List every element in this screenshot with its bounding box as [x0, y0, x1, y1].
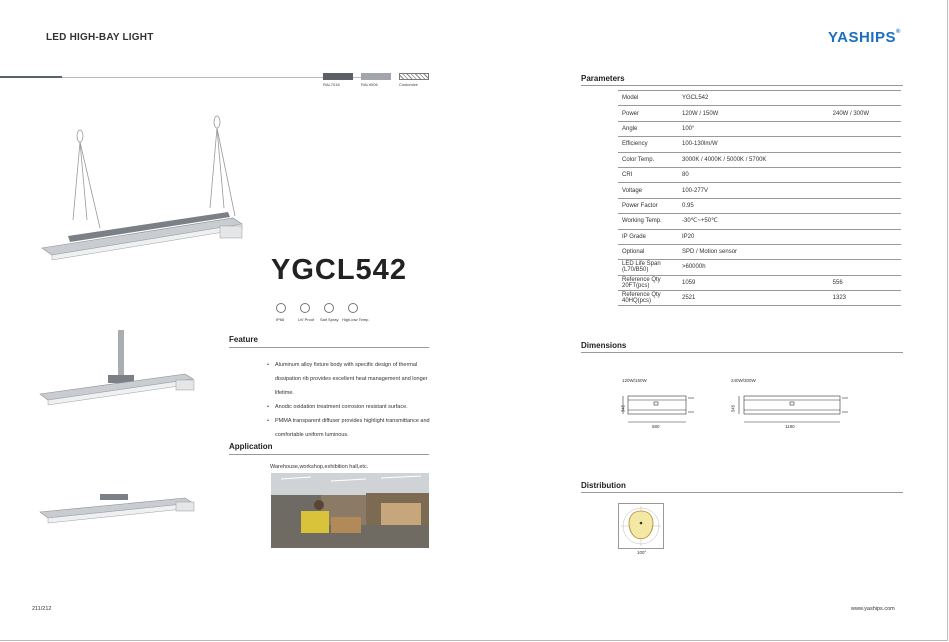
param-value-2 — [829, 244, 901, 259]
param-key: Angle — [618, 121, 678, 136]
table-row — [618, 91, 901, 106]
param-value: 0.95 — [678, 198, 829, 213]
feature-item: • PMMA transparent diffuser provides highlight transmittance and comfortable uniform luminous. — [267, 414, 435, 442]
param-value: 120W / 150W — [678, 106, 829, 121]
table-row — [618, 244, 901, 259]
param-value: YGCL542 — [678, 91, 829, 106]
param-key: Optional — [618, 244, 678, 259]
parameters-table — [618, 90, 901, 306]
table-row — [618, 214, 901, 229]
table-row — [618, 183, 901, 198]
param-key: Working Temp. — [618, 214, 678, 229]
product-image-surface-mount — [30, 490, 220, 530]
application-heading: Application — [229, 442, 273, 451]
table-row — [618, 152, 901, 167]
website-link[interactable]: www.yaships.com — [851, 606, 895, 612]
param-value-2: 240W / 300W — [829, 106, 901, 121]
param-key: Voltage — [618, 183, 678, 198]
param-value: SPD / Motion sensor — [678, 244, 829, 259]
application-photo — [271, 473, 429, 548]
param-key: Efficiency — [618, 137, 678, 152]
temperature-icon — [348, 303, 358, 313]
header-rule-accent — [0, 76, 62, 78]
param-value: 2521 — [678, 291, 829, 306]
application-text: Warehouse,workshop,exhibition hall,etc. — [270, 464, 369, 470]
param-value-2 — [829, 121, 901, 136]
param-key: IP Grade — [618, 229, 678, 244]
feature-item: • Aluminum alloy fixture body with specific design of thermal dissipation rib provides excellent heat management and longer lifetime. — [267, 358, 435, 400]
param-value: 100-130lm/W — [678, 137, 829, 152]
dimension-length: 580 — [652, 424, 660, 429]
dimension-length: 1180 — [785, 424, 795, 429]
feature-list — [267, 358, 435, 442]
swatch-label: RAL9006 — [361, 82, 378, 87]
param-value: 80 — [678, 167, 829, 182]
param-key: CRI — [618, 167, 678, 182]
param-key: Power — [618, 106, 678, 121]
param-value-2 — [829, 214, 901, 229]
table-row — [618, 291, 901, 306]
param-key: Reference Qty 40HQ(pcs) — [618, 291, 678, 306]
param-value-2: 1323 — [829, 291, 901, 306]
feature-rule — [229, 347, 429, 348]
feature-item: • Anodic oxidation treatment corrosion resistant surface. — [267, 400, 435, 414]
feature-heading: Feature — [229, 335, 258, 344]
ip66-icon — [276, 303, 286, 313]
cert-label: Salt Spray — [320, 317, 339, 322]
param-value-2 — [829, 198, 901, 213]
swatch-label: RAL7016 — [323, 82, 340, 87]
param-value: 100-277V — [678, 183, 829, 198]
param-value: IP20 — [678, 229, 829, 244]
swatch-label: Customize — [399, 82, 418, 87]
param-value: 1059 — [678, 275, 829, 290]
table-row — [618, 260, 901, 275]
param-value: >60000h — [678, 260, 829, 275]
param-value-2 — [829, 167, 901, 182]
cert-label: UV Proof — [298, 317, 315, 322]
page-title: LED HIGH-BAY LIGHT — [46, 32, 154, 43]
param-value-2 — [829, 229, 901, 244]
swatch-ral7016 — [323, 73, 353, 80]
param-key: LED Life Span (L70/B50) — [618, 260, 678, 275]
table-row — [618, 137, 901, 152]
param-key: Color Temp. — [618, 152, 678, 167]
light-distribution-diagram — [618, 503, 664, 549]
param-value: 3000K / 4000K / 5000K / 5700K — [678, 152, 829, 167]
param-key: Power Factor — [618, 198, 678, 213]
salt-spray-icon — [324, 303, 334, 313]
dimension-height: 345 — [730, 404, 736, 413]
param-value-2 — [829, 152, 901, 167]
table-row — [618, 121, 901, 136]
param-value-2 — [829, 137, 901, 152]
dimension-height: 345 — [620, 404, 626, 413]
param-key: Reference Qty 20FT(pcs) — [618, 275, 678, 290]
product-image-pendant-mount — [30, 330, 230, 410]
table-row — [618, 229, 901, 244]
uv-proof-icon — [300, 303, 310, 313]
model-name: YGCL542 — [271, 254, 407, 286]
param-value-2 — [829, 183, 901, 198]
product-image-chain-mount — [30, 110, 260, 270]
distribution-rule — [581, 492, 903, 493]
drawing-label: 240W/300W — [731, 378, 756, 383]
cert-label: High-low Temp. — [342, 317, 370, 322]
table-row — [618, 275, 901, 290]
dimension-drawing-large — [734, 386, 859, 436]
parameters-rule — [581, 85, 903, 86]
param-value-2: 556 — [829, 275, 901, 290]
dimensions-rule — [581, 352, 903, 353]
distribution-heading: Distribution — [581, 481, 626, 490]
param-key: Model — [618, 91, 678, 106]
page-number: 211/212 — [32, 606, 52, 612]
distribution-angle: 100° — [637, 550, 647, 555]
param-value: -30℃~+50℃ — [678, 214, 829, 229]
param-value-2 — [829, 91, 901, 106]
parameters-heading: Parameters — [581, 74, 625, 83]
param-value: 100° — [678, 121, 829, 136]
table-row — [618, 198, 901, 213]
swatch-ral9006 — [361, 73, 391, 80]
param-value-2 — [829, 260, 901, 275]
table-row — [618, 106, 901, 121]
brand-logo: YASHIPS® — [828, 29, 901, 46]
application-rule — [229, 454, 429, 455]
swatch-customize — [399, 73, 429, 80]
cert-label: IP66 — [276, 317, 285, 322]
table-row — [618, 167, 901, 182]
drawing-label: 120W/150W — [622, 378, 647, 383]
dimensions-heading: Dimensions — [581, 341, 627, 350]
